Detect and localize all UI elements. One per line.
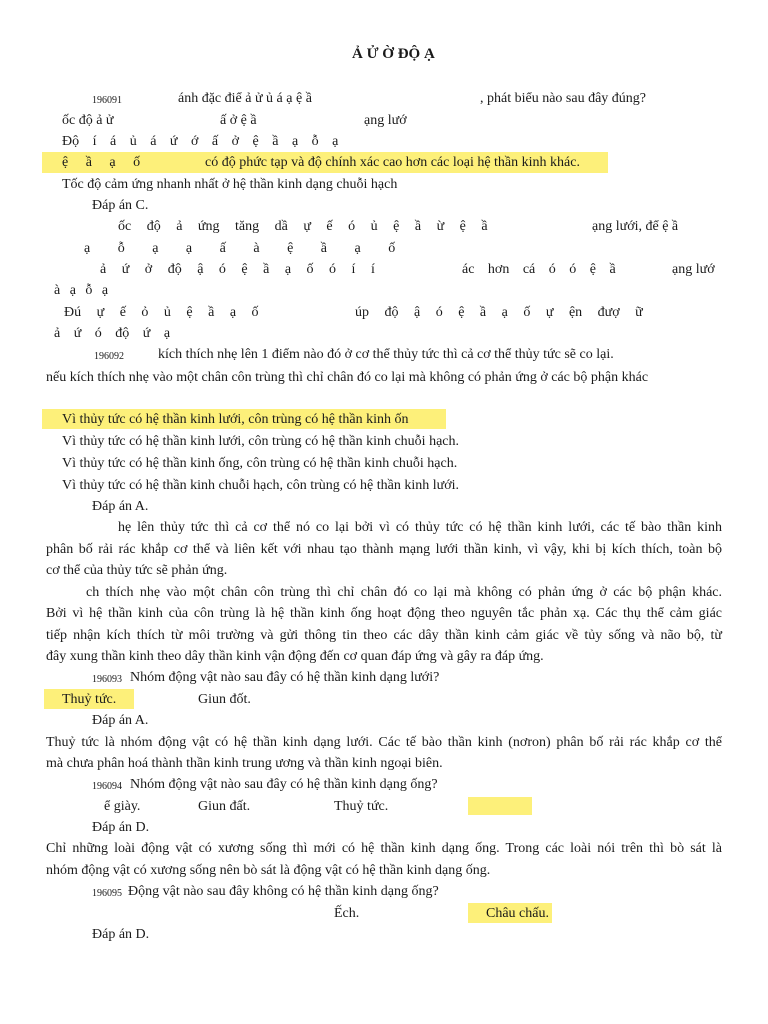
option-c: Vì thủy tức có hệ thần kinh ống, côn trùng có hệ thần kinh chuỗi hạch. [62, 456, 458, 471]
answer: Đáp án A. [92, 713, 149, 728]
explanation-line: đây xung thần kinh theo dây thần kinh vận động đến cơ quan đáp ứng và gây ra đáp ứng. [46, 649, 544, 664]
answer: Đáp án D. [92, 927, 150, 942]
answer: Đáp án A. [92, 499, 149, 514]
option-a: Thuỷ tức. [62, 692, 117, 707]
explanation-line: Thuỷ tức là nhóm động vật có hệ thần kinh dạng lưới. Các tế bào thần kinh (nơron) phân bố rải rác khắp cơ thể [46, 735, 722, 750]
option-a: ể giày. [104, 799, 141, 814]
explanation-line: mà chưa phân hoá thành thần kinh trung ương và thần kinh ngoại biên. [46, 756, 443, 771]
option-d: Châu chấu. [486, 906, 549, 921]
option-b: Độ í á ủ á ứ ớ ấ ở ệ ầ ạ ỗ ạ [62, 134, 339, 149]
explanation-line: Bởi vì hệ thần kinh của côn trùng là hệ thần kinh ống hoạt động theo nguyên tắc phản xạ. Các thụ thể cảm giác [46, 606, 722, 621]
option-a-part1: ốc độ ả ử [62, 113, 114, 128]
option-b: Vì thủy tức có hệ thần kinh lưới, côn trùng có hệ thần kinh chuỗi hạch. [62, 434, 459, 449]
page-title: Ả Ử Ờ ĐỘ Ạ [352, 46, 435, 62]
explanation-line: hẹ lên thủy tức thì cả cơ thể nó co lại bởi vì có thủy tức có hệ thần kinh lưới, các tế bào thần kinh [118, 520, 722, 535]
question-id: 196091 [92, 95, 122, 106]
explanation-line: ạng lướ [672, 262, 715, 277]
explanation-line: ốc độ ả ứng tăng dầ ự ế ó ủ ệ ầ ừ ệ ầ [118, 219, 488, 234]
explanation-line: ả ứ ó độ ứ ạ [54, 326, 171, 341]
option-b: Giun đất. [198, 799, 251, 814]
explanation-line: Chỉ những loài động vật có xương sống thì mới có hệ thần kinh dạng ống. Trong các loài nói trên thì bò sát là [46, 841, 722, 856]
option-c: Ếch. [334, 906, 360, 921]
explanation-line: cơ thể của thủy tức sẽ phản ứng. [46, 563, 228, 578]
explanation-line: úp độ ậ ó ệ ầ ạ ố ự ện đượ ữ [355, 305, 643, 320]
explanation-line: ả ứ ở độ ậ ó ệ ầ ạ ố ó í í [100, 262, 375, 277]
explanation-line: phân bố rải rác khắp cơ thể và liên kết với nhau tạo thành mạng lưới thần kinh, vì vậy, khi bị kích thích, toàn bộ [46, 542, 722, 557]
question-stem: kích thích nhẹ lên 1 điểm nào đó ở cơ thể thủy tức thì cả cơ thể thủy tức sẽ co lại. [158, 347, 614, 362]
option-d: Vì thủy tức có hệ thần kinh chuỗi hạch, côn trùng có hệ thần kinh lưới. [62, 478, 459, 493]
question-stem: nếu kích thích nhẹ vào một chân côn trùng thì chỉ chân đó co lại mà không có phản ứng ở các bộ phận khác [46, 370, 649, 385]
option-a: Vì thủy tức có hệ thần kinh lưới, côn trùng có hệ thần kinh ốn [62, 412, 409, 427]
explanation-line: ạ ỗ ạ ạ ấ à ệ ầ ạ ố [84, 241, 396, 256]
explanation-line: à ạ ỗ ạ [54, 283, 109, 298]
option-a-part2: ấ ở ệ ầ [220, 113, 257, 128]
question-id: 196095 [92, 888, 122, 899]
option-d: Tốc độ cảm ứng nhanh nhất ở hệ thần kinh dạng chuỗi hạch [62, 177, 398, 192]
answer: Đáp án D. [92, 820, 150, 835]
explanation-line: ch thích nhẹ vào một chân côn trùng thì chỉ chân đó co lại mà không có phản ứng ở các bộ phận khác. [86, 585, 722, 600]
question-stem: ánh đặc điể ả ử ủ á ạ ệ ầ [178, 91, 312, 106]
option-c-part2: có độ phức tạp và độ chính xác cao hơn các loại hệ thần kinh khác. [205, 155, 580, 170]
question-stem: Động vật nào sau đây không có hệ thần kinh dạng ống? [128, 884, 439, 899]
option-c-part1: ệ ầ ạ ố [62, 155, 141, 170]
question-id: 196093 [92, 674, 122, 685]
option-c: Thuỷ tức. [334, 799, 389, 814]
option-b: Giun đốt. [198, 692, 251, 707]
explanation-line: ác hơn cá ó ó ệ ầ [462, 262, 616, 277]
answer: Đáp án C. [92, 198, 149, 213]
question-stem-tail: , phát biểu nào sau đây đúng? [480, 91, 647, 106]
question-stem: Nhóm động vật nào sau đây có hệ thần kinh dạng ống? [130, 777, 438, 792]
option-a-part3: ạng lướ [364, 113, 407, 128]
question-id: 196094 [92, 781, 122, 792]
explanation-line: Đú ự ế ỏ ủ ệ ầ ạ ố [64, 305, 259, 320]
question-id: 196092 [94, 351, 124, 362]
explanation-line: nhóm động vật có xương sống nên bò sát là động vật có hệ thần kinh dạng ống. [46, 863, 491, 878]
highlight [468, 797, 532, 815]
question-stem: Nhóm động vật nào sau đây có hệ thần kinh dạng lưới? [130, 670, 440, 685]
explanation-line: ạng lưới, để ệ ầ [592, 219, 679, 234]
explanation-line: tiếp nhận kích thích từ môi trường và gửi thông tin theo các dây thần kinh cảm giác về tủy sống và não bộ, từ [46, 628, 722, 643]
